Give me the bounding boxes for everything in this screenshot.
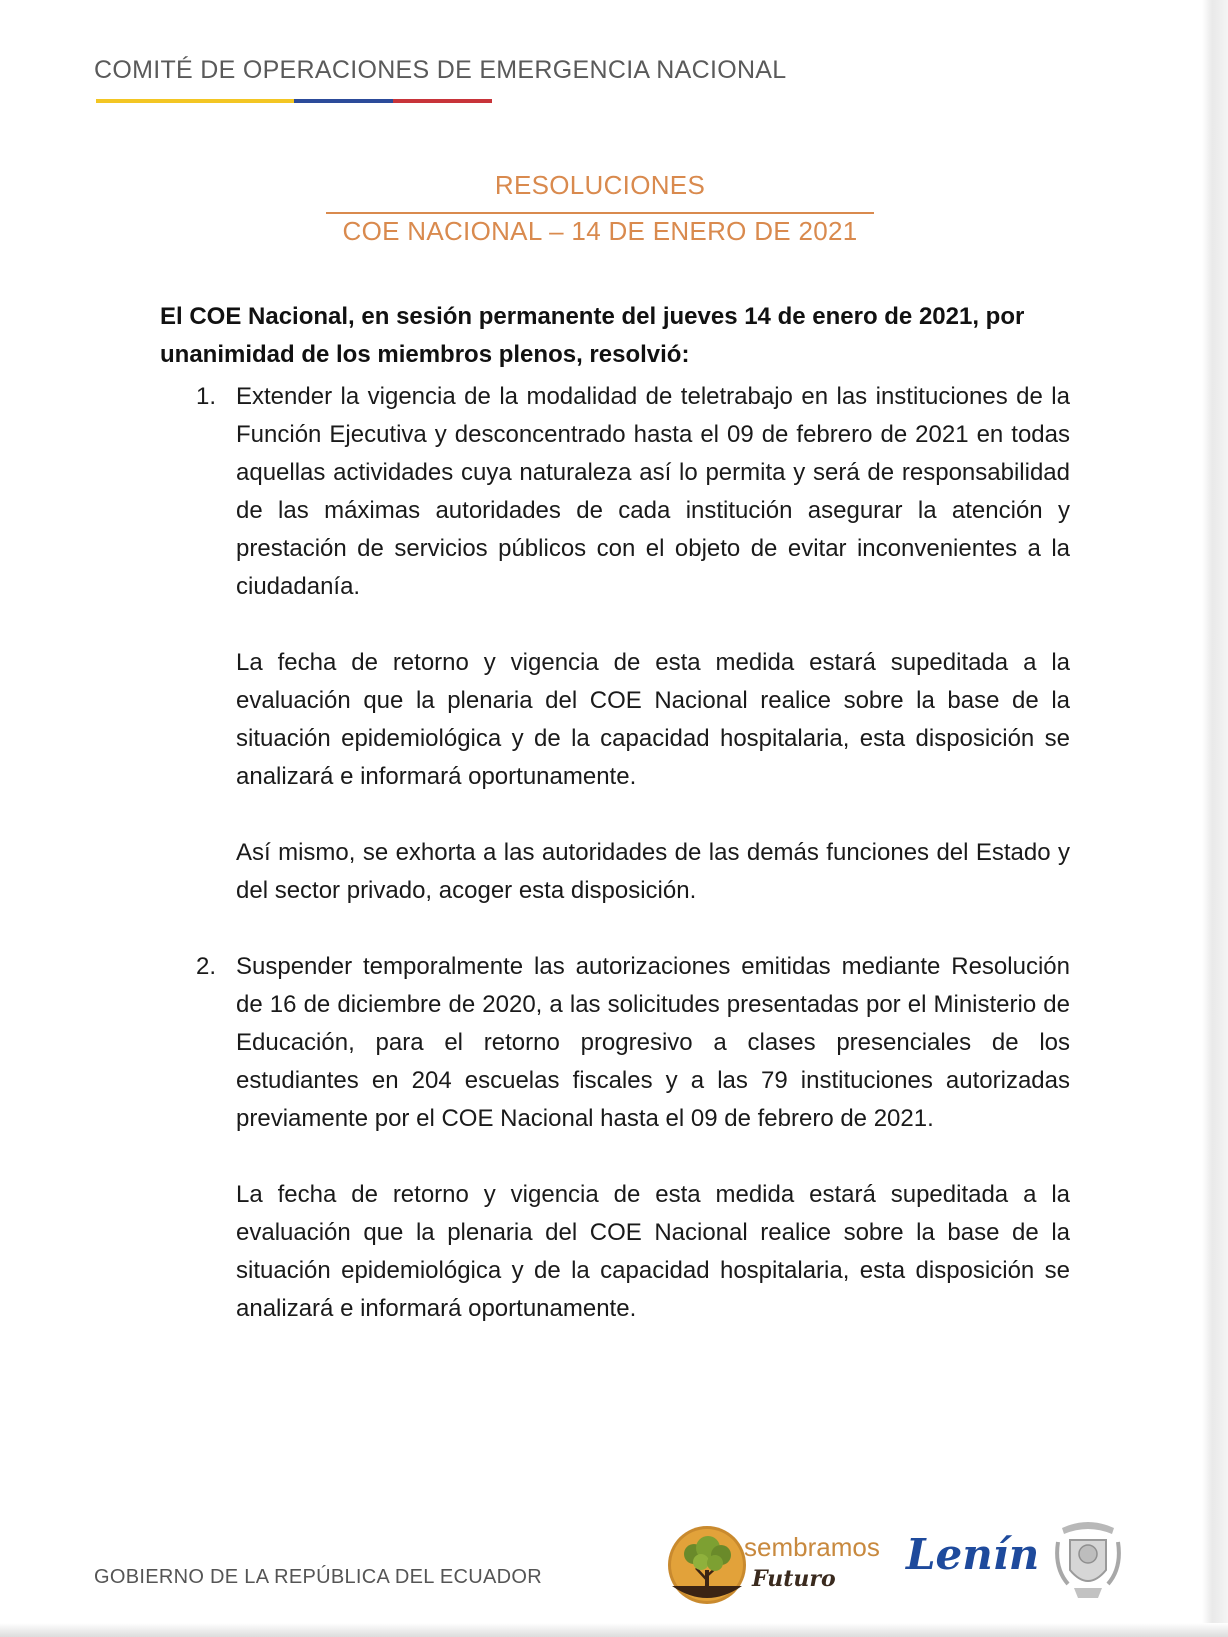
- item-number: 1.: [196, 383, 217, 410]
- tree-logo-icon: [666, 1524, 748, 1606]
- flag-color-line: [96, 99, 492, 103]
- item-paragraph: La fecha de retorno y vigencia de esta medida estará supeditada a la evaluación que la plenaria del COE Nacional realice sobre la base de la situación epidemiológica y de la capacidad hospitalaria, esta disposición se analizará e informará oportunamente.: [236, 649, 1070, 790]
- item-paragraph: Así mismo, se exhorta a las autoridades de las demás funciones del Estado y del sector privado, acoger esta disposición.: [236, 839, 1070, 904]
- item-body: [236, 948, 1070, 1328]
- signature-logo: Lenín: [906, 1530, 1040, 1579]
- header-title: COMITÉ DE OPERACIONES DE EMERGENCIA NACIONAL: [94, 56, 787, 84]
- resolution-title: RESOLUCIONES: [494, 170, 706, 200]
- item-paragraph: La fecha de retorno y vigencia de esta medida estará supeditada a la evaluación que la plenaria del COE Nacional realice sobre la base de la situación epidemiológica y de la capacidad hospitalaria, esta disposición se analizará e informará oportunamente.: [236, 1181, 1070, 1322]
- campaign-logo: [744, 1532, 884, 1604]
- coat-of-arms-icon: [1052, 1518, 1124, 1602]
- item-paragraph: Suspender temporalmente las autorizaciones emitidas mediante Resolución de 16 de diciembre de 2020, a las solicitudes presentadas por el Ministerio de Educación, para el retorno progresivo a clases presenciales de los estudiantes en 204 escuelas fiscales y a las 79 instituciones autorizadas previamente por el COE Nacional hasta el 09 de febrero de 2021.: [236, 953, 1070, 1132]
- flag-blue-segment: [294, 99, 393, 103]
- resolution-item-1: [196, 378, 1070, 910]
- item-paragraph: Extender la vigencia de la modalidad de teletrabajo en las instituciones de la Función Ejecutiva y desconcentrado hasta el 09 de febrero de 2021 en todas aquellas actividades cuya naturaleza así lo permita y será de responsabilidad de las máximas autoridades de cada institución asegurar la atención y prestación de servicios públicos con el objeto de evitar inconvenientes a la ciudadanía.: [236, 383, 1070, 600]
- page-edge-shadow: [1202, 0, 1228, 1637]
- resolution-item-2: [196, 948, 1070, 1328]
- footer-government-name: GOBIERNO DE LA REPÚBLICA DEL ECUADOR: [94, 1566, 542, 1588]
- campaign-line-1: sembramos: [744, 1532, 880, 1562]
- title-divider: [326, 212, 874, 214]
- resolution-subtitle: COE NACIONAL – 14 DE ENERO DE 2021: [342, 216, 858, 246]
- flag-yellow-segment: [96, 99, 294, 103]
- campaign-line-2: Futuro: [752, 1566, 836, 1592]
- page-bottom-shadow: [0, 1623, 1228, 1637]
- intro-paragraph: El COE Nacional, en sesión permanente del jueves 14 de enero de 2021, por unanimidad de los miembros plenos, resolvió:: [160, 303, 1025, 368]
- item-body: [236, 378, 1070, 910]
- item-number: 2.: [196, 953, 217, 980]
- flag-red-segment: [393, 99, 492, 103]
